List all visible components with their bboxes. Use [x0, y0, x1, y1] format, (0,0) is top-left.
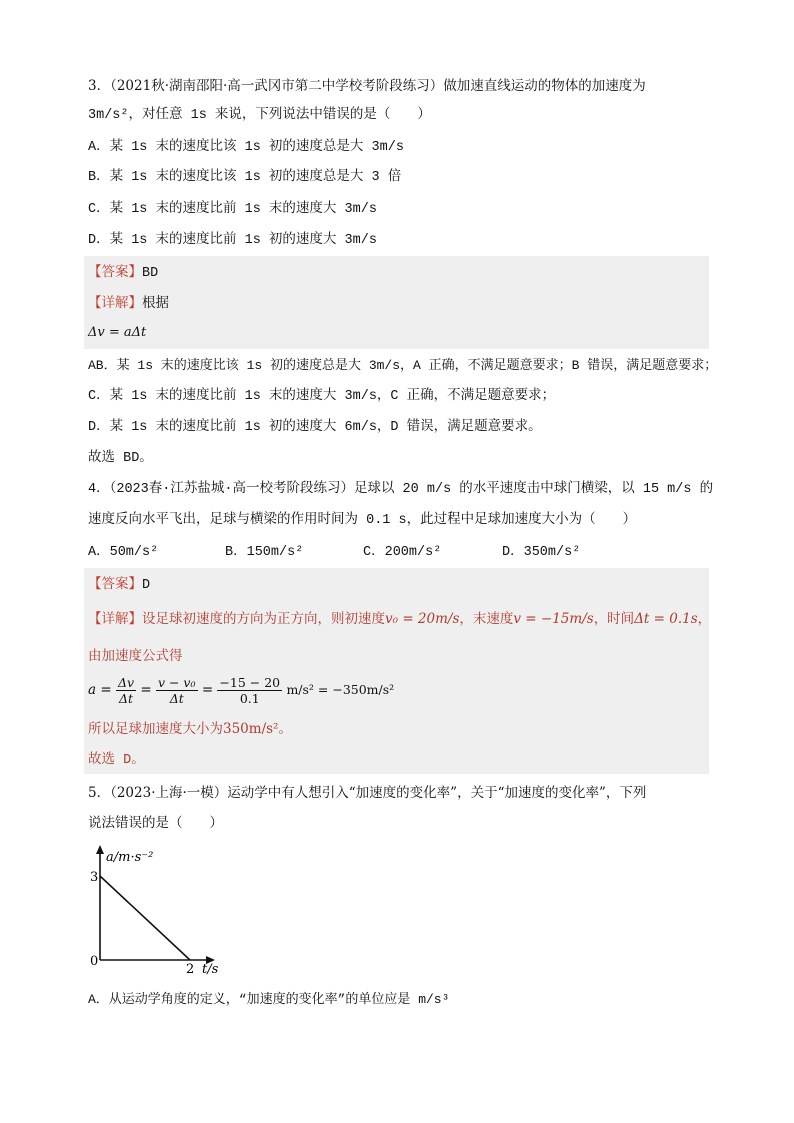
q4-detail-text-a: 设足球初速度的方向为正方向，则初速度 [142, 611, 385, 627]
q4-conclusion: 故选 D。 [88, 753, 145, 768]
q3-explain-d: D．某 1s 末的速度比前 1s 初的速度大 6m/s，D 错误，满足题意要求。 [88, 420, 542, 435]
q3-option-a: A．某 1s 末的速度比该 1s 初的速度总是大 3m/s [88, 140, 404, 155]
q4-detail-line3-a: 所以足球加速度大小为 [88, 721, 223, 737]
q4-detail-text-b: ，末速度 [459, 611, 514, 627]
q4-fraction-2-den: Δt [169, 691, 184, 706]
x-axis-label: t/s [202, 962, 219, 977]
q4-formula-result: m/s² = −350m/s² [286, 682, 395, 697]
q4-fraction-1 [116, 675, 136, 706]
series-line [100, 876, 190, 960]
q4-detail-line3-b: 。 [278, 721, 292, 737]
q5-option-a: A．从运动学角度的定义，“加速度的变化率”的单位应是 m/s³ [88, 992, 450, 1007]
q4-fraction-2 [156, 675, 198, 706]
q3-detail-intro: 根据 [142, 295, 169, 311]
q3-answer-value: BD [142, 266, 159, 281]
q3-explain-c: C．某 1s 末的速度比前 1s 末的速度大 3m/s，C 正确，不满足题意要求； [88, 389, 556, 404]
y-tick-label: 3 [90, 870, 99, 885]
q4-option-b: B．150m/s² [225, 545, 304, 560]
q3-stem-line2: 3m/s²，对任意 1s 来说，下列说法中错误的是（ ） [88, 108, 431, 123]
q3-conclusion: 故选 BD。 [88, 451, 153, 466]
q4-fraction-3-den: 0.1 [239, 691, 260, 706]
q4-answer-panel [84, 568, 709, 774]
q5-stem-line2: 说法错误的是（ ） [88, 815, 223, 831]
q4-stem-line2: 速度反向水平飞出，足球与横梁的作用时间为 0.1 s，此过程中足球加速度大小为（ ） [88, 513, 637, 528]
q4-answer-value: D [142, 578, 151, 593]
q3-stem-line1: 3．（2021秋·湖南邵阳·高一武冈市第二中学校考阶段练习）做加速直线运动的物体的加速度为 [88, 78, 646, 94]
q4-fraction-3-num: −15 − 20 [219, 675, 281, 690]
q3-answer-panel [84, 256, 709, 349]
q4-v0: v₀ = 20m/s [385, 611, 460, 627]
q4-detail-line3-val: 350m/s² [223, 721, 279, 737]
q4-detail-text-c: ，时间 [593, 611, 635, 627]
q4-fraction-2-num: v − v₀ [157, 675, 196, 690]
q4-detail-line3 [88, 719, 292, 739]
q4-dt: Δt = 0.1s [634, 611, 698, 627]
q4-detail-line2: 由加速度公式得 [88, 648, 183, 664]
q4-detail-tag: 【详解】 [88, 611, 142, 627]
q3-detail-tag: 【详解】 [88, 295, 142, 311]
q4-option-c: C．200m/s² [363, 545, 442, 560]
q4-formula-lhs: a = [88, 682, 112, 698]
q4-fraction-3 [217, 675, 282, 706]
q3-answer [88, 262, 158, 284]
q3-answer-tag: 【答案】 [88, 264, 142, 280]
q4-answer-tag: 【答案】 [88, 576, 142, 592]
x-tick-label: 2 [186, 962, 195, 977]
q4-stem-line1: 4．（2023春·江苏盐城·高一校考阶段练习）足球以 20 m/s 的水平速度击中球门横梁，以 15 m/s 的 [88, 482, 714, 497]
q4-answer [88, 574, 150, 596]
q4-fraction-1-den: Δt [118, 691, 134, 706]
q3-explain-ab: AB．某 1s 末的速度比该 1s 初的速度总是大 3m/s，A 正确，不满足题意要求；B 错误，满足题意要求； [88, 358, 718, 373]
q3-formula: Δv = aΔt [88, 325, 147, 340]
q4-fraction-1-num: Δv [117, 675, 135, 690]
q4-v: v = −15m/s [513, 611, 594, 627]
q3-detail [88, 293, 169, 313]
origin-label: 0 [90, 954, 99, 969]
q5-stem-line1: 5．（2023·上海·一模）运动学中有人想引入“加速度的变化率”，关于“加速度的变化率”，下列 [88, 785, 647, 801]
q3-option-c: C．某 1s 末的速度比前 1s 末的速度大 3m/s [88, 202, 377, 217]
q4-formula: a = $\frac{\Delta v}{\Delta t}$ = $\frac{\text{v − v₀}}{\Delta t}$ = $\frac{-15 - 20}{0.1}$ m/s² = −350m/s² [88, 675, 395, 706]
y-axis-arrow [96, 845, 104, 854]
q4-option-a: A．50m/s² [88, 545, 159, 560]
q4-option-d: D．350m/s² [502, 545, 581, 560]
y-axis-label: a/m·s⁻² [106, 850, 154, 865]
q4-detail-text-d: ， [697, 611, 712, 627]
q3-option-b: B．某 1s 末的速度比该 1s 初的速度总是大 3 倍 [88, 170, 402, 185]
q3-option-d: D．某 1s 末的速度比前 1s 初的速度大 3m/s [88, 233, 377, 248]
acceleration-time-graph [80, 842, 240, 978]
q4-detail-line1 [88, 609, 711, 629]
